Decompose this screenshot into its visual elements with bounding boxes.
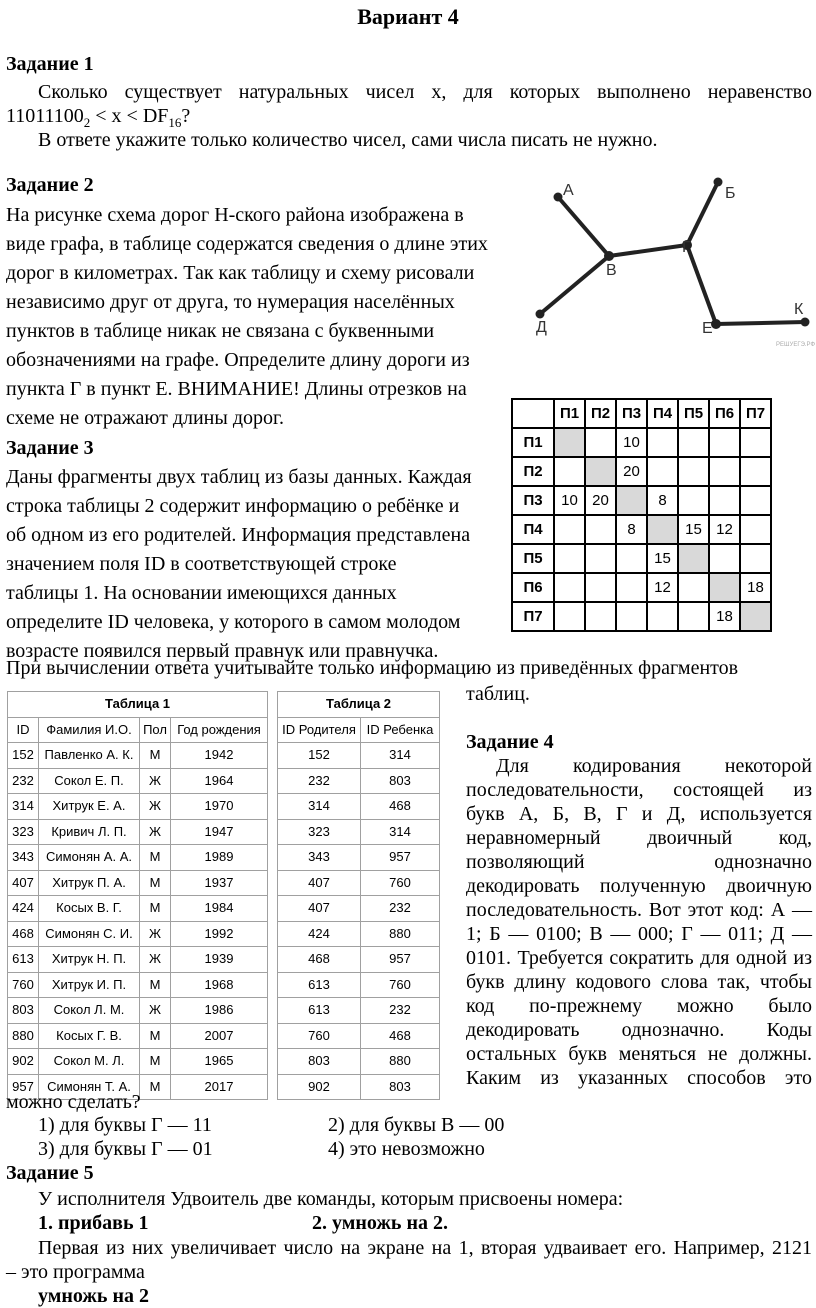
table1-cell: М: [140, 896, 171, 922]
task4-option-4: 4) это невозможно: [328, 1138, 485, 1160]
page-title: Вариант 4: [357, 4, 459, 29]
table2-row: [278, 845, 440, 871]
table1-cell: Ж: [140, 794, 171, 820]
task4-line: букв А, Б, В, Г и Д, используется: [466, 803, 812, 825]
table2-cell: 314: [361, 743, 440, 769]
table1-cell: Ж: [140, 947, 171, 973]
table2-row: [278, 921, 440, 947]
task5-line3: Первая из них увеличивает число на экране на 1, вторая удваивает его. Например, 2121: [38, 1237, 812, 1259]
matrix-cell: 18: [709, 602, 740, 631]
matrix-cell: [678, 602, 709, 631]
table1-cell: Симонян А. А.: [39, 845, 140, 871]
table1-col-header: Год рождения: [171, 717, 268, 743]
table1-caption: Таблица 1: [8, 692, 268, 718]
table1-row: [8, 1023, 268, 1049]
road-graph: [520, 170, 816, 350]
label-b: Б: [725, 185, 736, 202]
table2-cell: 152: [278, 743, 361, 769]
matrix-col-header: П7: [740, 399, 771, 428]
table2-cell: 424: [278, 921, 361, 947]
edge-g-e: [687, 245, 716, 324]
table2-row: [278, 870, 440, 896]
label-v: В: [606, 262, 617, 279]
task4-option-1: 1) для буквы Г — 11: [38, 1114, 212, 1136]
matrix-col-header: П4: [647, 399, 678, 428]
task2-line: На рисунке схема дорог Н-ского района изображена в: [6, 204, 464, 226]
table1-cell: М: [140, 845, 171, 871]
matrix-cell: [585, 515, 616, 544]
table1-cell: Косых Г. В.: [39, 1023, 140, 1049]
matrix-row-header: П4: [512, 515, 554, 544]
table1-cell: Хитрук И. П.: [39, 972, 140, 998]
matrix-cell: [678, 457, 709, 486]
task4-option-2: 2) для буквы В — 00: [328, 1114, 505, 1136]
task4-line: остальных букв меняться не должны.: [466, 1043, 812, 1065]
matrix-cell: [616, 544, 647, 573]
table1-cell: 2007: [171, 1023, 268, 1049]
task2-line: пункта Г в пункт Е. ВНИМАНИЕ! Длины отрезков на: [6, 378, 467, 400]
task5-command-2: 2. умножь на 2.: [312, 1212, 448, 1234]
matrix-cell: [740, 457, 771, 486]
label-k: К: [794, 301, 804, 318]
table1-row: [8, 819, 268, 845]
table2-cell: 880: [361, 1049, 440, 1075]
matrix-cell: [585, 602, 616, 631]
table1-cell: Павленко А. К.: [39, 743, 140, 769]
vertex-v: [604, 251, 614, 261]
ineq-left: 11011100: [6, 105, 84, 127]
matrix-col-header: П6: [709, 399, 740, 428]
table1-row: [8, 743, 268, 769]
task4-option-3: 3) для буквы Г — 01: [38, 1138, 213, 1160]
task4-line: последовательность. Вот этот код: А —: [466, 899, 812, 921]
table1-cell: М: [140, 1074, 171, 1100]
table1-row: [8, 768, 268, 794]
matrix-cell: [585, 544, 616, 573]
matrix-cell: [740, 602, 771, 631]
task3-note-line2: таблиц.: [466, 683, 530, 705]
task3-line: значением поля ID в соответствующей строке: [6, 553, 397, 575]
matrix-col-header: П5: [678, 399, 709, 428]
table1-cell: Ж: [140, 998, 171, 1024]
table1-cell: Косых В. Г.: [39, 896, 140, 922]
task2-line: пунктов в таблице никак не связана с буквенными: [6, 320, 435, 342]
matrix-cell: [709, 486, 740, 515]
vertex-k: [801, 318, 810, 327]
distance-matrix: [511, 398, 772, 632]
matrix-col-header: П3: [616, 399, 647, 428]
matrix-cell: [616, 486, 647, 515]
matrix-cell: [616, 602, 647, 631]
table2-caption: Таблица 2: [278, 692, 440, 718]
matrix-cell: [554, 457, 585, 486]
table1-cell: 613: [8, 947, 39, 973]
task3-line: таблицы 1. На основании имеющихся данных: [6, 582, 397, 604]
table1-caption-row: [8, 692, 268, 718]
task3-heading: Задание 3: [6, 437, 94, 459]
task2-line: схеме не отражают длины дорог.: [6, 407, 284, 429]
task2-heading: Задание 2: [6, 174, 94, 196]
label-d: Д: [536, 319, 547, 336]
ineq-left-base: 2: [83, 115, 91, 130]
table1-cell: Ж: [140, 768, 171, 794]
table2-row: [278, 947, 440, 973]
matrix-cell: [740, 428, 771, 457]
matrix-cell: 18: [740, 573, 771, 602]
matrix-cell: [554, 573, 585, 602]
matrix-cell: [740, 544, 771, 573]
task4-line: декодировать полученную двоичную: [466, 875, 812, 897]
table1-cell: 407: [8, 870, 39, 896]
matrix-row-header: П2: [512, 457, 554, 486]
matrix-cell: [647, 602, 678, 631]
matrix-col-header: П2: [585, 399, 616, 428]
task5-line1: У исполнителя Удвоитель две команды, которым присвоены номера:: [38, 1188, 624, 1210]
table2-cell: 314: [361, 819, 440, 845]
table1-row: [8, 947, 268, 973]
table2-cell: 407: [278, 896, 361, 922]
matrix-row: [512, 544, 771, 573]
matrix-cell: [678, 573, 709, 602]
task3-line: строка таблицы 2 содержит информацию о ребёнке и: [6, 495, 460, 517]
matrix-cell: [678, 486, 709, 515]
table2-cell: 760: [361, 870, 440, 896]
task4-line: декодировать однозначно. Коды: [466, 1019, 812, 1041]
table1-cell: 424: [8, 896, 39, 922]
table1-cell: 1984: [171, 896, 268, 922]
table1-cell: 1989: [171, 845, 268, 871]
table1-cell: Хитрук Е. А.: [39, 794, 140, 820]
table1-cell: 2017: [171, 1074, 268, 1100]
table1-col-header: ID: [8, 717, 39, 743]
table1-row: [8, 998, 268, 1024]
table1-cell: Хитрук Н. П.: [39, 947, 140, 973]
task5-line5: умножь на 2: [38, 1285, 149, 1307]
matrix-cell: [554, 602, 585, 631]
table1-cell: Ж: [140, 819, 171, 845]
table2-caption-row: [278, 692, 440, 718]
matrix-row: [512, 486, 771, 515]
matrix-row: [512, 515, 771, 544]
table2-cell: 613: [278, 972, 361, 998]
table2-cell: 957: [361, 845, 440, 871]
matrix-cell: [647, 515, 678, 544]
table1-cell: Сокол Е. П.: [39, 768, 140, 794]
task4-line: последовательности, состоящей из: [466, 779, 812, 801]
task1-line3: В ответе укажите только количество чисел, сами числа писать не нужно.: [38, 129, 658, 151]
edge-v-g: [609, 245, 687, 256]
table2-cell: 957: [361, 947, 440, 973]
task4-line: код по-прежнему можно было: [466, 995, 812, 1017]
table1-cell: 803: [8, 998, 39, 1024]
table2-cell: 468: [361, 794, 440, 820]
table2-cell: 760: [361, 972, 440, 998]
table1-header-row: [8, 717, 268, 743]
matrix-cell: 15: [647, 544, 678, 573]
table1-cell: 1992: [171, 921, 268, 947]
matrix-cell: [647, 457, 678, 486]
table2-cell: 468: [278, 947, 361, 973]
table1-cell: 232: [8, 768, 39, 794]
matrix-row: [512, 573, 771, 602]
task4-text: [466, 754, 812, 1090]
task4-line: позволяющий однозначно: [466, 851, 812, 873]
table2: [277, 691, 440, 1100]
matrix-row: [512, 428, 771, 457]
vertex-d: [536, 310, 545, 319]
table1-cell: 1986: [171, 998, 268, 1024]
task4-line: 1; Б — 0100; В — 000; Г — 011; Д —: [466, 923, 812, 945]
table1-cell: Сокол Л. М.: [39, 998, 140, 1024]
table2-col-header: ID Ребенка: [361, 717, 440, 743]
matrix-cell: [709, 457, 740, 486]
task2-line: дорог в километрах. Так как таблицу и схему рисовали: [6, 262, 475, 284]
table2-col-header: ID Родителя: [278, 717, 361, 743]
matrix-cell: [585, 428, 616, 457]
task5-heading: Задание 5: [6, 1162, 94, 1184]
label-g: Г: [682, 239, 691, 256]
matrix-cell: [740, 486, 771, 515]
matrix-col-header: П1: [554, 399, 585, 428]
matrix-cell: [709, 544, 740, 573]
table1-col-header: Пол: [140, 717, 171, 743]
matrix-cell: 12: [647, 573, 678, 602]
table2-row: [278, 972, 440, 998]
matrix-cell: [554, 515, 585, 544]
task3-note-line1: При вычислении ответа учитывайте только информацию из приведённых фрагментов: [6, 657, 739, 679]
task2-line: виде графа, в таблице содержатся сведения о длине этих: [6, 233, 488, 255]
table1-cell: 1965: [171, 1049, 268, 1075]
table1-cell: 323: [8, 819, 39, 845]
watermark: РЕШУЕГЭ.РФ: [776, 342, 816, 348]
table1-cell: 957: [8, 1074, 39, 1100]
table1-cell: 1964: [171, 768, 268, 794]
table1-cell: Кривич Л. П.: [39, 819, 140, 845]
table2-cell: 232: [361, 998, 440, 1024]
task4-line: Для кодирования некоторой: [496, 755, 812, 777]
task4-last-line: можно сделать?: [6, 1091, 141, 1113]
table1-row: [8, 972, 268, 998]
table1-cell: 1947: [171, 819, 268, 845]
table2-row: [278, 896, 440, 922]
table1-cell: 1942: [171, 743, 268, 769]
ineq-mid: < x < DF: [90, 105, 169, 127]
table2-row: [278, 1023, 440, 1049]
matrix-header-row: [512, 399, 771, 428]
matrix-cell: [709, 573, 740, 602]
task5-line4: – это программа: [6, 1261, 145, 1283]
table1-row: [8, 921, 268, 947]
table2-row: [278, 743, 440, 769]
matrix-row: [512, 457, 771, 486]
table1-cell: 760: [8, 972, 39, 998]
table2-header-row: [278, 717, 440, 743]
table2-cell: 314: [278, 794, 361, 820]
matrix-row-header: П6: [512, 573, 554, 602]
table2-row: [278, 768, 440, 794]
table1-cell: М: [140, 1049, 171, 1075]
ineq-right-base: 16: [168, 115, 182, 130]
table1-cell: 1968: [171, 972, 268, 998]
label-a: А: [563, 182, 574, 199]
task3-text: [6, 463, 502, 666]
matrix-row-header: П7: [512, 602, 554, 631]
matrix-cell: [585, 573, 616, 602]
matrix-cell: 20: [585, 486, 616, 515]
matrix-cell: 8: [616, 515, 647, 544]
matrix-cell: [585, 457, 616, 486]
task4-line: Каким из указанных способов это: [466, 1067, 812, 1089]
table2-cell: 232: [278, 768, 361, 794]
table1-cell: М: [140, 870, 171, 896]
task4-line: неравномерный двоичный код,: [466, 827, 812, 849]
table1-col-header: Фамилия И.О.: [39, 717, 140, 743]
table1-cell: 468: [8, 921, 39, 947]
matrix-corner: [512, 399, 554, 428]
edge-e-k: [716, 322, 805, 324]
matrix-cell: 10: [554, 486, 585, 515]
task4-line: 0101. Требуется сократить для одной из: [466, 947, 812, 969]
table2-cell: 468: [361, 1023, 440, 1049]
matrix-cell: 12: [709, 515, 740, 544]
matrix-cell: 8: [647, 486, 678, 515]
matrix-cell: [709, 428, 740, 457]
table1-row: [8, 794, 268, 820]
table2-cell: 760: [278, 1023, 361, 1049]
table2-cell: 803: [278, 1049, 361, 1075]
matrix-cell: 10: [616, 428, 647, 457]
table1-cell: Симонян С. И.: [39, 921, 140, 947]
label-e: Е: [702, 320, 713, 337]
table1-cell: 1937: [171, 870, 268, 896]
task4-line: букв длину кодового слова так, чтобы: [466, 971, 812, 993]
matrix-cell: 20: [616, 457, 647, 486]
task3-line: возрасте появился первый правнук или правнучка.: [6, 640, 439, 662]
table1-cell: 343: [8, 845, 39, 871]
table2-row: [278, 819, 440, 845]
task4-heading: Задание 4: [466, 731, 554, 753]
table2-cell: 803: [361, 1074, 440, 1100]
table1-cell: 1939: [171, 947, 268, 973]
matrix-cell: [678, 428, 709, 457]
matrix-row-header: П1: [512, 428, 554, 457]
table1-cell: 902: [8, 1049, 39, 1075]
table2-row: [278, 998, 440, 1024]
task3-line: определите ID человека, у которого в самом молодом: [6, 611, 461, 633]
table2-cell: 902: [278, 1074, 361, 1100]
table2-row: [278, 1049, 440, 1075]
task1-heading: Задание 1: [6, 53, 94, 75]
table1-cell: М: [140, 1023, 171, 1049]
table1-cell: 314: [8, 794, 39, 820]
task5-command-1: 1. прибавь 1: [38, 1212, 149, 1234]
matrix-cell: [616, 573, 647, 602]
table2-cell: 880: [361, 921, 440, 947]
table1-cell: 152: [8, 743, 39, 769]
table1-cell: Сокол М. Л.: [39, 1049, 140, 1075]
task2-line: независимо друг от друга, то нумерация населённых: [6, 291, 455, 313]
matrix-cell: [554, 544, 585, 573]
table2-cell: 323: [278, 819, 361, 845]
table1-row: [8, 845, 268, 871]
matrix-row-header: П3: [512, 486, 554, 515]
table1-cell: Ж: [140, 921, 171, 947]
task2-text: [6, 201, 506, 433]
table2-cell: 613: [278, 998, 361, 1024]
table1-cell: 880: [8, 1023, 39, 1049]
table1-row: [8, 870, 268, 896]
table2-cell: 232: [361, 896, 440, 922]
table1-body: [8, 743, 268, 1100]
matrix-cell: 15: [678, 515, 709, 544]
matrix-cell: [554, 428, 585, 457]
task1-line1: Сколько существует натуральных чисел x, для которых выполнено неравенство: [38, 81, 812, 103]
edge-a-v: [558, 197, 609, 256]
table2-body: [278, 743, 440, 1100]
edge-g-b: [687, 182, 718, 245]
task2-line: обозначениями на графе. Определите длину дороги из: [6, 349, 470, 371]
table2-row: [278, 794, 440, 820]
table2-cell: 343: [278, 845, 361, 871]
matrix-cell: [678, 544, 709, 573]
task3-line: Даны фрагменты двух таблиц из базы данных. Каждая: [6, 466, 472, 488]
table1-cell: Симонян Т. А.: [39, 1074, 140, 1100]
edge-v-d: [540, 256, 609, 314]
table1-cell: 1970: [171, 794, 268, 820]
vertex-b: [714, 178, 723, 187]
table1-cell: Хитрук П. А.: [39, 870, 140, 896]
table1-row: [8, 896, 268, 922]
task3-line: об одном из его родителей. Информация представлена: [6, 524, 471, 546]
table2-cell: 407: [278, 870, 361, 896]
matrix-row-header: П5: [512, 544, 554, 573]
table1-cell: М: [140, 972, 171, 998]
table1-cell: М: [140, 743, 171, 769]
table1-row: [8, 1049, 268, 1075]
table2-cell: 803: [361, 768, 440, 794]
ineq-end: ?: [181, 105, 191, 127]
vertex-a: [554, 193, 563, 202]
table2-row: [278, 1074, 440, 1100]
matrix-row: [512, 602, 771, 631]
matrix-cell: [740, 515, 771, 544]
matrix-cell: [647, 428, 678, 457]
table1: [7, 691, 268, 1100]
